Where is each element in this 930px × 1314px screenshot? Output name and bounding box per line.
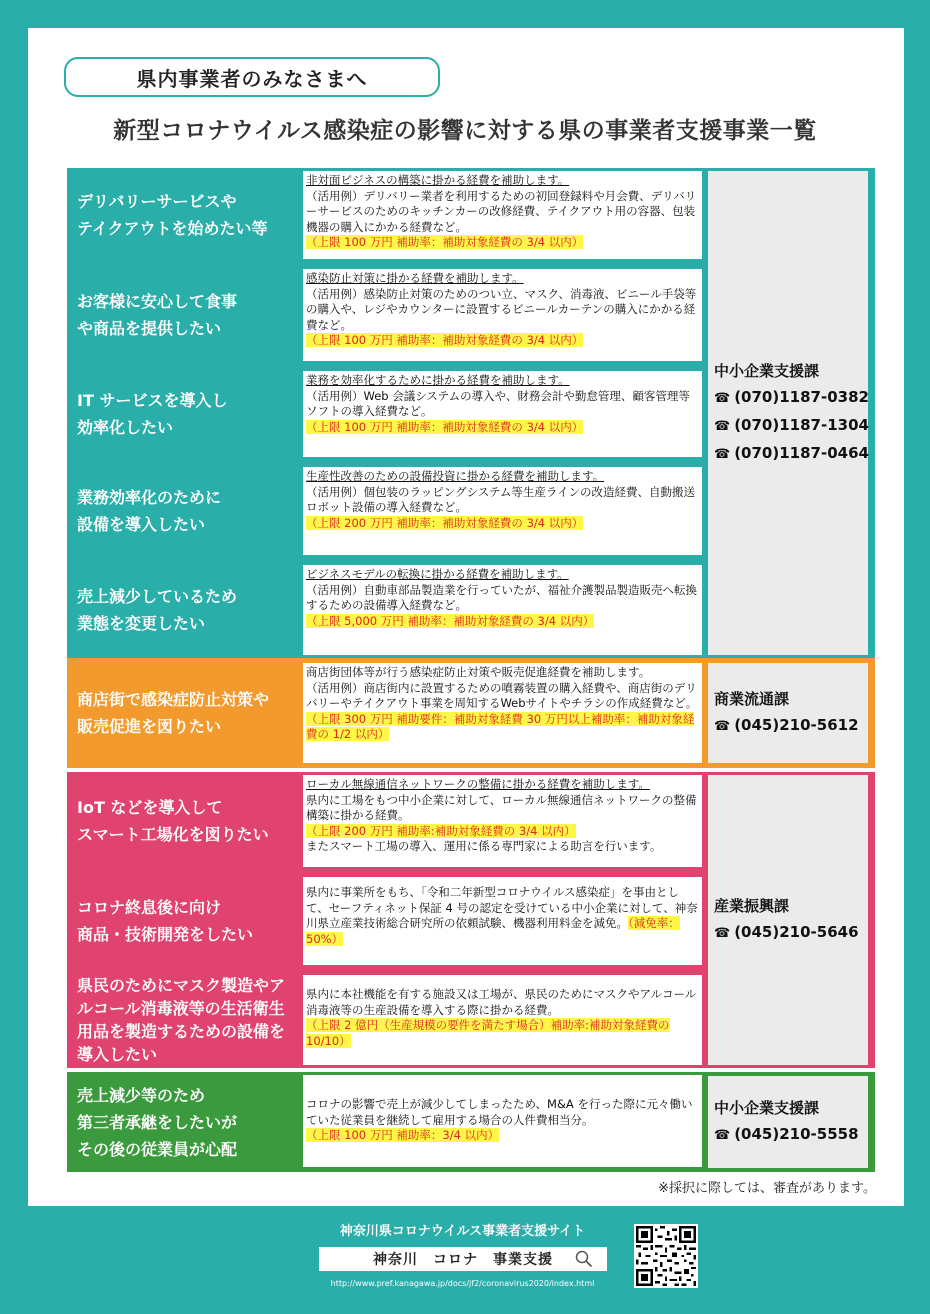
search-text: 神奈川 コロナ 事業支援 xyxy=(373,1252,553,1268)
row-limit: （上限 100 万円 補助率：3/4 以内） xyxy=(306,1128,500,1142)
group-pink xyxy=(67,772,875,1068)
row-label-line: 売上減少しているため xyxy=(77,587,238,606)
row-label xyxy=(67,562,299,658)
row-description xyxy=(303,1075,702,1167)
row-description xyxy=(303,663,702,763)
row-body: （活用例）個包装のラッピングシステム等生産ラインの改造経費、自動搬送ロボット設備の導入経費など。 xyxy=(306,484,696,514)
row-body: （活用例）商店街内に設置するための噴霧装置の購入経費や、商店街のデリバリーやテイクアウト事業を周知するWebサイトやチラシの作成経費など。 xyxy=(306,680,698,710)
row-label xyxy=(67,972,299,1068)
support-row xyxy=(67,168,707,262)
row-label xyxy=(67,874,299,968)
support-row xyxy=(67,266,707,364)
group-orange xyxy=(67,658,875,768)
audience-tag: 県内事業者のみなさまへ xyxy=(64,57,440,97)
row-label-line: IoT などを導入して xyxy=(77,798,223,817)
row-label-line: その後の従業員が心配 xyxy=(77,1139,238,1159)
row-label-line: や商品を提供したい xyxy=(77,319,222,338)
phone-icon: ☎ xyxy=(714,391,731,406)
support-row xyxy=(67,658,707,768)
phone-icon: ☎ xyxy=(714,1128,731,1143)
row-lead: 非対面ビジネスの構築に掛かる経費を補助します。 xyxy=(306,173,570,187)
row-label xyxy=(67,368,299,460)
row-limit: （上限 5,000 万円 補助率：補助対象経費の 3/4 以内） xyxy=(306,613,595,628)
row-body: 県内に工場をもつ中小企業に対して、ローカル無線通信ネットワークの整備構築に掛かる経費。 xyxy=(306,792,697,822)
row-label-line: お客様に安心して食事 xyxy=(77,292,238,311)
row-limit: （上限 2 億円（生産規模の要件を満たす場合）補助率:補助対象経費の 10/10） xyxy=(306,1018,670,1048)
row-label xyxy=(67,1072,299,1172)
row-label xyxy=(67,658,299,768)
row-label xyxy=(67,464,299,558)
row-label xyxy=(67,168,299,262)
row-description xyxy=(303,269,702,361)
row-label-line: 商店街で感染症防止対策や xyxy=(77,690,270,709)
support-row xyxy=(67,972,707,1068)
row-label-line: コロナ終息後に向け xyxy=(77,898,222,917)
search-icon xyxy=(575,1250,593,1268)
row-label-line: 設備を導入したい xyxy=(77,515,206,534)
row-body: 県内に本社機能を有する施設又は工場が、県民のためにマスクやアルコール消毒液等の生産設備を導入する際に掛かる経費。 xyxy=(306,987,697,1017)
row-limit: （上限 100 万円 補助率：補助対象経費の 3/4 以内） xyxy=(306,419,584,434)
row-label xyxy=(67,772,299,870)
row-label-line: IT サービスを導入し xyxy=(77,391,228,410)
row-label-line: 効率化したい xyxy=(77,418,174,437)
row-label-line: スマート工場化を図りたい xyxy=(77,825,269,844)
row-lead: ローカル無線通信ネットワークの整備に掛かる経費を補助します。 xyxy=(306,777,650,791)
phone-number: ☎ (045)210-5612 xyxy=(714,716,859,734)
row-label-line: デリバリーサービスや xyxy=(77,192,237,211)
page-title: 新型コロナウイルス感染症の影響に対する県の事業者支援事業一覧 xyxy=(113,118,817,144)
support-row xyxy=(67,1072,707,1172)
row-body: （活用例）デリバリー業者を利用するための初回登録料や月会費、デリバリーサービスのためのキッチンカーの改修経費、テイクアウト用の容器、包装機器の購入にかかる経費など。 xyxy=(306,188,697,234)
group-teal xyxy=(67,168,875,658)
phone-number: ☎ (045)210-5646 xyxy=(714,923,859,941)
row-limit: （上限 100 万円 補助率：補助対象経費の 3/4 以内） xyxy=(306,235,584,249)
support-row xyxy=(67,874,707,968)
phone-number: ☎ (070)1187-0464 xyxy=(714,444,869,462)
row-limit: （上限 200 万円 補助率:補助対象経費の 3/4 以内） xyxy=(306,823,576,838)
row-limit: （上限 200 万円 補助率：補助対象経費の 3/4 以内） xyxy=(306,515,584,530)
row-lead: 業務を効率化するために掛かる経費を補助します。 xyxy=(306,373,570,387)
row-limit: （減免率：50%） xyxy=(306,916,680,946)
row-label-line: テイクアウトを始めたい等 xyxy=(77,219,268,238)
row-body: （活用例）感染防止対策のためのつい立、マスク、消毒液、ビニール手袋等の購入や、レジやカウンターに設置するビニールカーテンの購入にかかる経費など。 xyxy=(306,286,697,332)
support-row xyxy=(67,368,707,460)
row-description xyxy=(303,975,702,1065)
phone-number: ☎ (070)1187-1304 xyxy=(714,416,869,434)
row-after: またスマート工場の導入、運用に係る専門家による助言を行います。 xyxy=(306,839,662,853)
contact-panel xyxy=(707,663,875,763)
row-lead: 生産性改善のための設備投資に掛かる経費を補助します。 xyxy=(306,469,605,483)
row-label-line: 販売促進を図りたい xyxy=(77,717,222,736)
group-green xyxy=(67,1072,875,1172)
site-title: 神奈川県コロナウイルス事業者支援サイト xyxy=(339,1224,586,1239)
phone-icon: ☎ xyxy=(714,419,731,434)
row-description xyxy=(303,775,702,867)
review-note: ※採択に際しては、審査があります。 xyxy=(658,1181,876,1196)
support-row xyxy=(67,562,707,658)
department-name: 商業流通課 xyxy=(714,690,790,708)
phone-icon: ☎ xyxy=(714,447,731,462)
row-description xyxy=(303,371,702,457)
contact-panel xyxy=(707,775,875,1065)
row-body: コロナの影響で売上が減少してしまったため、M&A を行った際に元々働いていた従業員を継続して雇用する場合の人件費相当分。 xyxy=(306,1097,693,1127)
row-body: （活用例）Web 会議システムの導入や、財務会計や勤怠管理、顧客管理等ソフトの導入経費など。 xyxy=(306,388,690,418)
row-label-line: 第三者承継をしたいが xyxy=(77,1112,238,1132)
phone-icon: ☎ xyxy=(714,926,731,941)
phone-number: ☎ (070)1187-0382 xyxy=(714,388,869,406)
phone-icon: ☎ xyxy=(714,719,731,734)
row-lead: 感染防止対策に掛かる経費を補助します。 xyxy=(306,271,524,285)
row-lead: ビジネスモデルの転換に掛かる経費を補助します。 xyxy=(306,567,569,581)
row-body: 県内に事業所をもち、「令和二年新型コロナウイルス感染症」を事由として、セーフティネット保証 4 号の認定を受けている中小企業に対して、神奈川県立産業技術総合研究所の依頼試験、機器利用料金を減免。 xyxy=(306,885,698,930)
phone-number: ☎ (045)210-5558 xyxy=(714,1125,859,1143)
department-name: 中小企業支援課 xyxy=(714,362,820,380)
row-body: （活用例）自動車部品製造業を行っていたが、福祉介護製品製造販売へ転換するための設備導入経費など。 xyxy=(306,582,697,612)
row-limit: （上限 100 万円 補助率：補助対象経費の 3/4 以内） xyxy=(306,333,584,347)
support-row xyxy=(67,464,707,558)
row-description xyxy=(303,467,702,555)
row-lead: 商店街団体等が行う感染症防止対策や販売促進経費を補助します。 xyxy=(306,665,651,679)
row-limit: （上限 300 万円 補助要件：補助対象経費 30 万円以上補助率：補助対象経費の 1/2 以内） xyxy=(306,711,695,741)
row-description xyxy=(303,877,702,965)
support-row xyxy=(67,772,707,870)
department-name: 中小企業支援課 xyxy=(714,1099,820,1117)
row-label-line: 業務効率化のために xyxy=(77,488,222,507)
row-description xyxy=(303,171,702,259)
contact-panel xyxy=(707,1076,875,1168)
row-label-line: 県民のためにマスク製造やアルコール消毒液等の生活衛生用品を製造するための設備を導入したい xyxy=(77,976,286,1064)
row-description xyxy=(303,565,702,655)
row-label-line: 商品・技術開発をしたい xyxy=(77,925,254,944)
qr-code xyxy=(634,1224,698,1288)
site-url[interactable]: http://www.pref.kanagawa.jp/docs/jf2/coronavirus2020/index.html xyxy=(330,1279,595,1288)
row-label-line: 業態を変更したい xyxy=(77,614,206,633)
row-label xyxy=(67,266,299,364)
department-name: 産業振興課 xyxy=(714,897,790,915)
search-box[interactable] xyxy=(319,1247,607,1271)
contact-panel xyxy=(707,171,875,655)
row-label-line: 売上減少等のため xyxy=(77,1085,206,1105)
